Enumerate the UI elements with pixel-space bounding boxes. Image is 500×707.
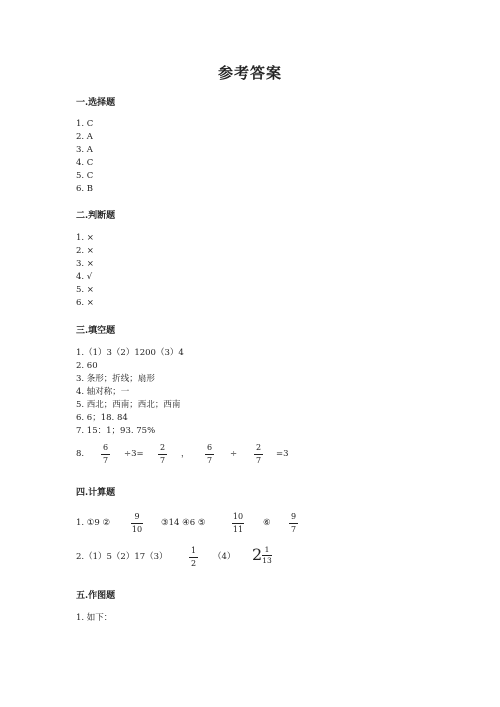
answer-line: 5. 西北；西南；西北；西南 bbox=[76, 400, 181, 410]
denominator: 2 bbox=[190, 559, 197, 568]
result-text: =3 bbox=[276, 449, 289, 459]
numerator: 2 bbox=[159, 443, 166, 452]
answer-line: 5. × bbox=[76, 285, 94, 295]
answer-line-calc-2: 2.（1）5（2）17（3） bbox=[76, 552, 168, 562]
denominator: 7 bbox=[102, 456, 109, 465]
section-heading-judge: 二.判断题 bbox=[76, 211, 116, 221]
answer-line: 3. A bbox=[76, 145, 93, 155]
numerator: 6 bbox=[102, 443, 109, 452]
fraction bbox=[158, 443, 167, 466]
answer-line: 4. √ bbox=[76, 272, 93, 282]
denominator: 7 bbox=[159, 456, 166, 465]
answer-line: 6. B bbox=[76, 184, 94, 194]
denominator: 11 bbox=[232, 525, 244, 534]
answer-line: 1. × bbox=[76, 233, 94, 243]
fraction bbox=[289, 512, 298, 535]
mixed-number-whole: 2 bbox=[252, 545, 263, 564]
answer-line-calc-1: 1. ①9 ② bbox=[76, 518, 111, 528]
denominator: 10 bbox=[131, 525, 143, 534]
answer-text: ⑥ bbox=[263, 518, 271, 528]
answer-line: 3. × bbox=[76, 259, 94, 269]
answer-line: 4. C bbox=[76, 158, 94, 168]
fraction bbox=[232, 512, 244, 535]
fraction bbox=[189, 546, 198, 569]
denominator: 7 bbox=[255, 456, 262, 465]
answer-line: 6. 6；18. 84 bbox=[76, 413, 128, 423]
numerator: 2 bbox=[255, 443, 262, 452]
section-heading-calc: 四.计算题 bbox=[76, 488, 116, 498]
answer-line: 7. 15：1；93. 75% bbox=[76, 426, 156, 436]
numerator: 9 bbox=[290, 512, 297, 521]
operator-text: ÷ bbox=[230, 449, 238, 459]
fraction bbox=[205, 443, 214, 466]
answer-line: 1.（1）3（2）1200（3）4 bbox=[76, 348, 184, 358]
numerator: 1 bbox=[264, 545, 270, 554]
fraction bbox=[131, 512, 143, 535]
answer-line: 1. C bbox=[76, 119, 94, 129]
fraction bbox=[262, 545, 272, 565]
section-heading-choice: 一.选择题 bbox=[76, 98, 116, 108]
answer-line: 4. 轴对称；一 bbox=[76, 387, 130, 397]
answer-line: 2. × bbox=[76, 246, 94, 256]
numerator: 6 bbox=[206, 443, 213, 452]
denominator: 13 bbox=[262, 556, 272, 565]
fraction bbox=[101, 443, 110, 466]
page-title: 参考答案 bbox=[217, 64, 282, 82]
section-heading-draw: 五.作图题 bbox=[76, 591, 116, 601]
operator-text: ÷3= bbox=[124, 449, 144, 459]
fraction bbox=[254, 443, 263, 466]
answer-line: 1. 如下： bbox=[76, 613, 113, 623]
denominator: 7 bbox=[290, 525, 297, 534]
answer-line-q8-label: 8. bbox=[76, 449, 85, 459]
denominator: 7 bbox=[206, 456, 213, 465]
answer-line: 3. 条形；折线；扇形 bbox=[76, 374, 155, 384]
numerator: 9 bbox=[134, 512, 140, 521]
answer-line: 2. 60 bbox=[76, 361, 98, 371]
answer-line: 6. × bbox=[76, 298, 94, 308]
numerator: 10 bbox=[232, 512, 244, 521]
answer-line: 5. C bbox=[76, 171, 94, 181]
numerator: 1 bbox=[190, 546, 197, 555]
section-heading-fill: 三.填空题 bbox=[76, 326, 116, 336]
answer-text: ③14 ④6 ⑤ bbox=[161, 518, 206, 528]
answer-text: （4） bbox=[213, 552, 236, 562]
answer-line: 2. A bbox=[76, 132, 93, 142]
separator-text: ， bbox=[181, 449, 190, 459]
